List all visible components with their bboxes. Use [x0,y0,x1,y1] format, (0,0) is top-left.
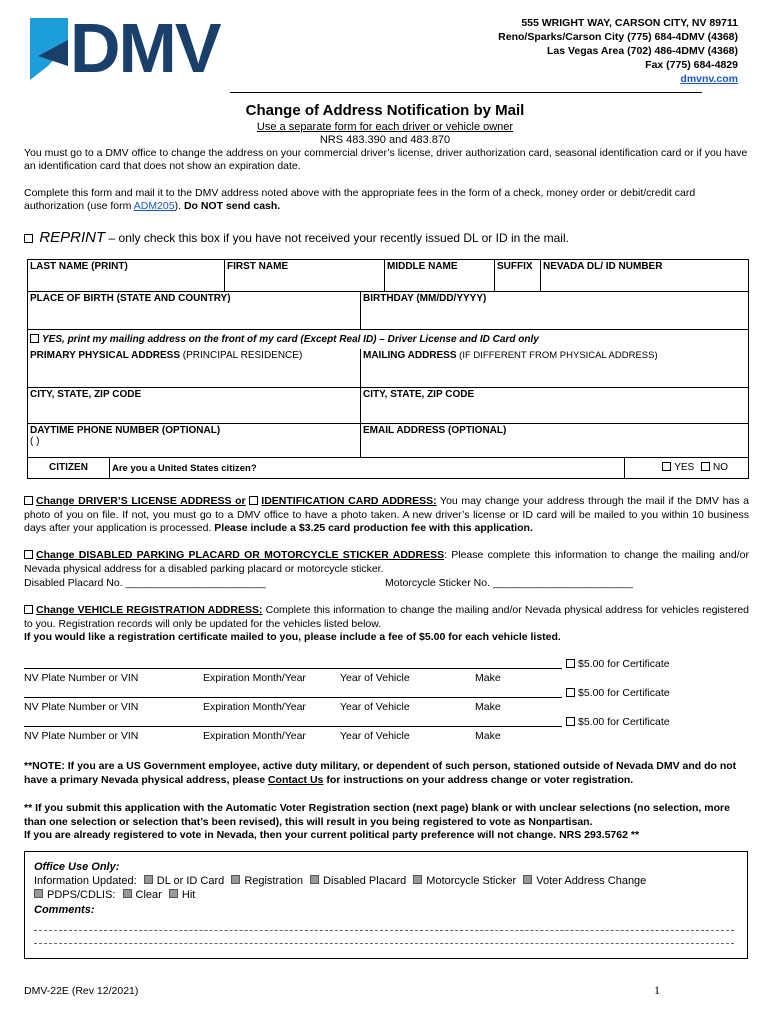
voter-office-checkbox[interactable] [523,875,532,884]
instructions-paragraph: Complete this form and mail it to the DMV address noted above with the appropriate fees in the form of a check, money order or debit/credit card authorization (use form ADM205). Do NOT send cash. [24,187,696,212]
phone-field[interactable]: DAYTIME PHONE NUMBER (OPTIONAL) ( ) [27,423,360,457]
dmv-logo [28,9,220,87]
subtitle: Use a separate form for each driver or vehicle owner [256,121,514,133]
vehicle-section: Change VEHICLE REGISTRATION ADDRESS: Complete this information to change the mailing and/or Nevada physical address for vehicles registered to you. Registration records will only be updated for the vehicles listed below. [24,604,749,630]
last-name-field[interactable]: LAST NAME (PRINT) [27,259,224,291]
placard-number-field[interactable]: Disabled Placard No. ________________________ [24,577,266,589]
comments-line[interactable] [34,943,734,944]
registration-office-checkbox[interactable] [231,875,240,884]
address-line: Las Vegas Area (702) 486-4DMV (4368) [546,45,738,57]
office-use-box [24,851,748,959]
city-state-zip-2-field[interactable]: CITY, STATE, ZIP CODE [360,387,749,423]
certificate-checkbox[interactable] [566,688,575,697]
certificate-option: $5.00 for Certificate [566,716,670,728]
plate-vin-field[interactable]: NV Plate Number or VIN [24,730,139,742]
form-number: DMV-22E (Rev 12/2021) [24,985,139,997]
certificate-option: $5.00 for Certificate [566,687,670,699]
header-address [498,16,738,86]
dl-id-section: Change DRIVER’S LICENSE ADDRESS or IDENTIFICATION CARD ADDRESS: You may change your address through the mail if the DMV has a photo of you on file. If not, you must go to a DMV office to have a photo taken. A new driver’s license or ID card will be mailed to you within 10 business days after your application is processed. Please include a $3.25 card production fee with this application. [24,495,749,534]
reprint-row: REPRINT – only check this box if you have not received your recently issued DL or ID in the mail. [24,229,569,246]
city-state-zip-1-field[interactable]: CITY, STATE, ZIP CODE [27,387,360,423]
expiration-field[interactable]: Expiration Month/Year [203,672,306,684]
make-field[interactable]: Make [475,672,501,684]
personal-info-table [27,259,749,479]
yes-print-checkbox[interactable] [30,334,39,343]
plate-vin-field[interactable]: NV Plate Number or VIN [24,701,139,713]
vehicle-checkbox[interactable] [24,605,33,614]
vehicle-fee-note: If you would like a registration certificate mailed to you, please include a fee of $5.00 for each vehicle listed. [24,631,561,643]
address-line: Fax (775) 684-4829 [645,59,738,71]
hit-checkbox[interactable] [169,889,178,898]
reprint-checkbox[interactable] [24,234,33,243]
dl-checkbox[interactable] [24,496,33,505]
certificate-checkbox[interactable] [566,659,575,668]
birthday-field[interactable]: BIRTHDAY (MM/DD/YYYY) [360,291,749,329]
citizen-answer-cell: YES NO [624,457,749,479]
comments-label: Comments: [34,904,95,916]
vehicle-year-field[interactable]: Year of Vehicle [340,701,410,713]
citizen-yes-checkbox[interactable] [662,462,671,471]
intro-paragraph: You must go to a DMV office to change the address on your commercial driver’s license, driver authorization card, seasonal identification card or if you have an identification card that does not show an expiration date. [24,147,748,172]
dl-id-field[interactable]: NEVADA DL/ ID NUMBER [540,259,749,291]
contact-us-link[interactable]: Contact Us [267,774,324,786]
dl-id-office-checkbox[interactable] [144,875,153,884]
pdps-row: PDPS/CDLIS: Clear Hit [34,889,195,901]
page-title: Change of Address Notification by Mail [245,102,525,119]
office-use-title: Office Use Only: [34,861,120,873]
expiration-field[interactable]: Expiration Month/Year [203,730,306,742]
placard-section: Change DISABLED PARKING PLACARD OR MOTORCYCLE STICKER ADDRESS: Please complete this information to change the mailing and/or Nevada physical address for a disabled parking placard or motorcycle sticker. [24,549,749,575]
pdps-checkbox[interactable] [34,889,43,898]
make-field[interactable]: Make [475,701,501,713]
military-note: **NOTE: If you are a US Government employee, active duty military, or dependent of such person, stationed outside of Nevada DMV and do not have a primary Nevada physical address, please Contact Us for instructions on your address change or voter registration. [24,760,737,786]
physical-address-field[interactable]: PRIMARY PHYSICAL ADDRESS (PRINCIPAL RESIDENCE) [27,349,360,387]
sticker-number-field[interactable]: Motorcycle Sticker No. ________________________ [385,577,634,589]
placard-office-checkbox[interactable] [310,875,319,884]
suffix-field[interactable]: SUFFIX [494,259,540,291]
certificate-checkbox[interactable] [566,717,575,726]
voter-note: ** If you submit this application with the Automatic Voter Registration section (next page) blank or with unclear selections (no selection, more than one selection or selection that’s been revised), this will result in you being registered to vote as Nonpartisan. [24,802,730,828]
vehicle-year-field[interactable]: Year of Vehicle [340,730,410,742]
reprint-label: REPRINT [39,229,106,246]
email-field[interactable]: EMAIL ADDRESS (OPTIONAL) [360,423,749,457]
address-line: 555 WRIGHT WAY, CARSON CITY, NV 89711 [521,17,738,29]
vehicle-year-field[interactable]: Year of Vehicle [340,672,410,684]
voter-party-note: If you are already registered to vote in Nevada, then your current political party preference will not change. NRS 293.5762 ** [24,829,640,841]
info-updated-row: Information Updated: DL or ID Card Registration Disabled Placard Motorcycle Sticker Voter Address Change [34,875,647,887]
make-field[interactable]: Make [475,730,501,742]
id-checkbox[interactable] [249,496,258,505]
birth-place-field[interactable]: PLACE OF BIRTH (STATE AND COUNTRY) [27,291,360,329]
first-name-field[interactable]: FIRST NAME [224,259,384,291]
sticker-office-checkbox[interactable] [413,875,422,884]
address-line: Reno/Sparks/Carson City (775) 684-4DMV (4368) [498,31,738,43]
adm205-link[interactable]: ADM205 [133,200,175,212]
comments-line[interactable] [34,930,734,931]
expiration-field[interactable]: Expiration Month/Year [203,701,306,713]
plate-vin-field[interactable]: NV Plate Number or VIN [24,672,139,684]
clear-checkbox[interactable] [123,889,132,898]
website-link[interactable]: dmvnv.com [680,73,738,85]
citizen-label-cell: CITIZEN [27,457,109,479]
mailing-address-field[interactable]: MAILING ADDRESS (IF DIFFERENT FROM PHYSICAL ADDRESS) [360,349,749,387]
yes-print-row: YES, print my mailing address on the front of my card (Except Real ID) – Driver License and ID Card only [27,329,749,349]
middle-name-field[interactable]: MIDDLE NAME [384,259,494,291]
citizen-no-checkbox[interactable] [701,462,710,471]
placard-checkbox[interactable] [24,550,33,559]
logo-text: DMV [70,9,220,87]
page-number: 1 [654,983,660,997]
header-rule [230,92,702,93]
certificate-option: $5.00 for Certificate [566,658,670,670]
citizen-question-cell: Are you a United States citizen? [109,457,624,479]
nrs-reference: NRS 483.390 and 483.870 [319,134,451,146]
